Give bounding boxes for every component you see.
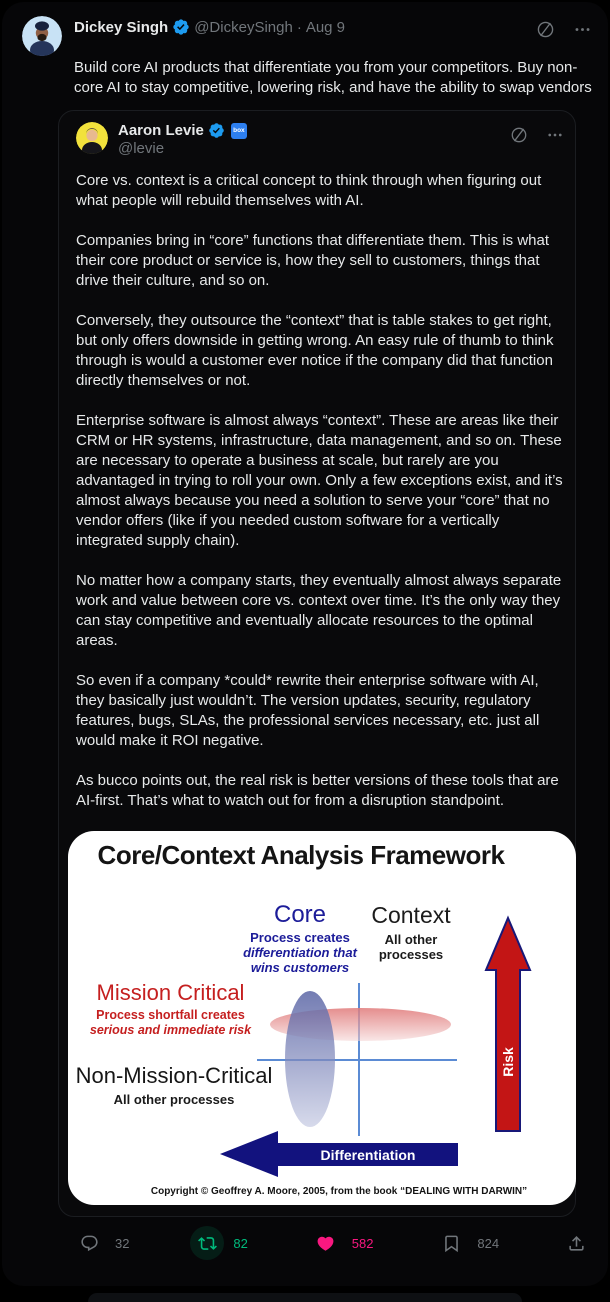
tweet-action-bar	[72, 1233, 594, 1253]
context-quadrant-label: Context	[371, 902, 451, 928]
paragraph: As bucco points out, the real risk is better versions of these tools that are AI-first. That’s what to watch out for from a disruption standpoint.	[76, 772, 559, 809]
author-handle[interactable]: @DickeySingh	[194, 18, 293, 36]
quoted-avatar[interactable]	[76, 122, 108, 154]
bookmark-count: 824	[477, 1235, 500, 1251]
context-quadrant-sublabel: All other processes	[378, 932, 444, 962]
more-icon[interactable]	[573, 20, 592, 39]
grok-icon[interactable]	[510, 126, 528, 144]
main-tweet-header	[2, 2, 608, 56]
risk-axis-label: Risk	[500, 1047, 516, 1077]
mission-critical-label: Mission Critical	[96, 980, 245, 1005]
box-org-badge[interactable]: box	[231, 123, 247, 139]
core-quadrant-sublabel: Process creates differentiation that wins customers	[243, 930, 357, 975]
quoted-tweet-header	[76, 122, 564, 157]
non-mission-critical-sublabel: All other processes	[113, 1092, 235, 1107]
like-icon	[316, 1234, 335, 1253]
share-icon	[567, 1234, 586, 1253]
reply-button[interactable]	[72, 1233, 129, 1253]
bookmark-icon	[442, 1234, 461, 1253]
quoted-author-handle[interactable]: @levie	[118, 140, 165, 157]
core-ellipse	[285, 991, 335, 1127]
figure-copyright: Copyright © Geoffrey A. Moore, 2005, from the book “DEALING WITH DARWIN”	[150, 1186, 528, 1197]
author-name[interactable]: Dickey Singh	[74, 18, 169, 36]
grok-icon[interactable]	[536, 20, 555, 39]
core-quadrant-label: Core	[273, 901, 327, 928]
reply-icon	[80, 1234, 99, 1253]
quoted-tweet-text	[76, 171, 564, 811]
mission-critical-sublabel: Process shortfall creates serious and immediate risk	[89, 1008, 252, 1037]
like-button[interactable]	[309, 1233, 374, 1253]
avatar[interactable]	[22, 16, 62, 56]
core-context-framework-image[interactable]	[68, 831, 576, 1205]
share-button[interactable]	[560, 1233, 594, 1253]
bookmark-button[interactable]	[434, 1233, 499, 1253]
separator: ·	[296, 18, 302, 36]
paragraph: Core vs. context is a critical concept to think through when figuring out what people will rebuild themselves with AI.	[76, 172, 542, 209]
more-icon[interactable]	[546, 126, 564, 144]
quadrant-vertical-axis	[358, 983, 360, 1136]
like-count: 582	[351, 1235, 374, 1251]
main-tweet-text: Build core AI products that differentiate you from your competitors. Buy non-core AI to stay competitive, lowering risk, and have the ability to swap vendors	[74, 59, 592, 96]
repost-button[interactable]	[190, 1233, 247, 1253]
quoted-tweet-card[interactable]	[58, 110, 576, 1217]
paragraph: Conversely, they outsource the “context” that is table stakes to get right, but only offers downside in getting wrong. An easy rule of thumb to think through is would a customer ever notice if the company did that function directly themselves or not.	[76, 312, 554, 389]
figure-title: Core/Context Analysis Framework	[97, 840, 505, 870]
paragraph: Companies bring in “core” functions that differentiate them. This is what their core product or service is, how they sell to customers, things that drive their culture, and so on.	[76, 232, 550, 289]
tweet-date[interactable]: Aug 9	[305, 18, 346, 36]
non-mission-critical-label: Non-Mission-Critical	[75, 1063, 273, 1088]
verified-badge-icon	[208, 122, 225, 139]
repost-icon	[198, 1234, 217, 1253]
differentiation-axis-label: Differentiation	[320, 1147, 416, 1163]
tweet-card	[2, 2, 608, 1286]
next-item-peek	[88, 1293, 522, 1302]
quoted-author-name[interactable]: Aaron Levie	[118, 122, 204, 139]
paragraph: Enterprise software is almost always “context”. These are areas like their CRM or HR systems, infrastructure, data management, and so on. These are necessary to operate a business at scale, but rarely are you advantaged in trying to roll your own. Only a few exceptions exist, and it’s almost always because you need a solution to serve your “core” that no vendor offers (like if you needed custom software for a vertically integrated supply chain).	[76, 412, 563, 549]
repost-count: 82	[233, 1235, 248, 1251]
paragraph: No matter how a company starts, they eventually almost always separate work and value between core vs. context over time. It’s the only way they can stay competitive and eventually allocate resources to the optimal areas.	[76, 572, 562, 649]
verified-badge-icon	[172, 18, 190, 36]
reply-count: 32	[115, 1235, 130, 1251]
paragraph: So even if a company *could* rewrite their enterprise software with AI, they basically just wouldn’t. The version updates, security, regulatory features, bugs, SLAs, the professional services necessary, etc. just all would make it ROI negative.	[76, 672, 540, 749]
